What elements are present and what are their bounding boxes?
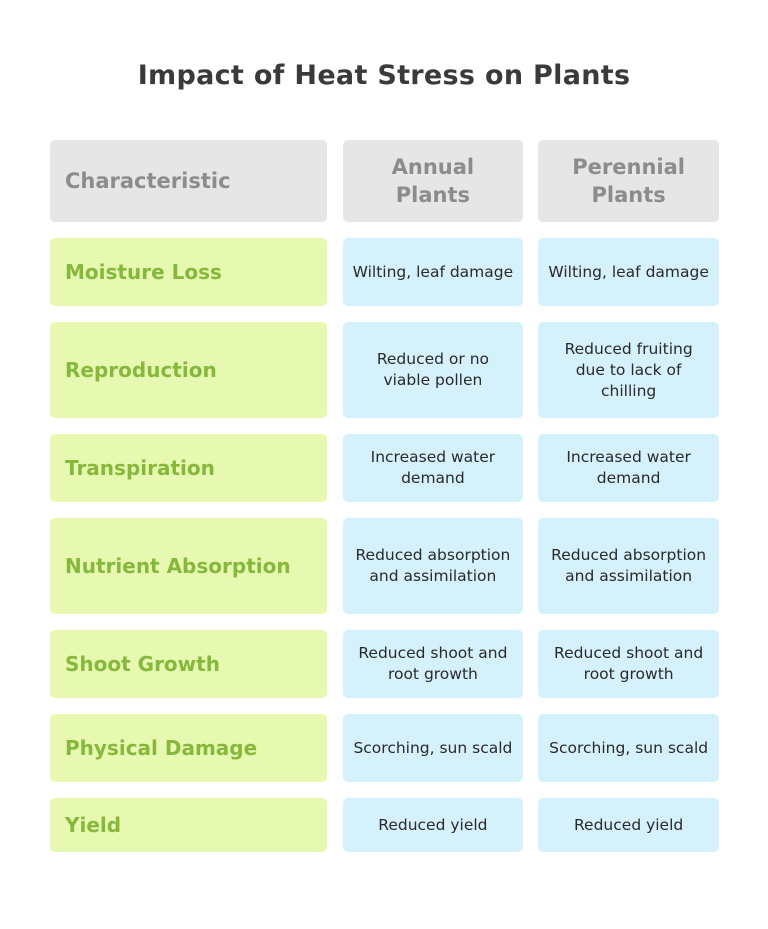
row-label: Nutrient Absorption xyxy=(50,518,327,614)
row-label: Physical Damage xyxy=(50,714,327,782)
perennial-cell: Reduced yield xyxy=(538,798,719,852)
annual-cell: Wilting, leaf damage xyxy=(343,238,524,306)
header-row xyxy=(50,140,719,222)
row-label: Moisture Loss xyxy=(50,238,327,306)
row-label: Reproduction xyxy=(50,322,327,418)
table-row xyxy=(50,630,719,698)
annual-cell: Increased water demand xyxy=(343,434,524,502)
perennial-cell: Reduced fruiting due to lack of chilling xyxy=(538,322,719,418)
comparison-table xyxy=(50,140,719,868)
header-annual: Annual Plants xyxy=(343,140,524,222)
table-row xyxy=(50,322,719,418)
table-row xyxy=(50,518,719,614)
table-row xyxy=(50,434,719,502)
row-label: Shoot Growth xyxy=(50,630,327,698)
perennial-cell: Reduced shoot and root growth xyxy=(538,630,719,698)
row-label: Transpiration xyxy=(50,434,327,502)
table-row xyxy=(50,714,719,782)
perennial-cell: Reduced absorption and assimilation xyxy=(538,518,719,614)
perennial-cell: Increased water demand xyxy=(538,434,719,502)
annual-cell: Reduced shoot and root growth xyxy=(343,630,524,698)
perennial-cell: Scorching, sun scald xyxy=(538,714,719,782)
annual-cell: Reduced absorption and assimilation xyxy=(343,518,524,614)
annual-cell: Scorching, sun scald xyxy=(343,714,524,782)
row-label: Yield xyxy=(50,798,327,852)
annual-cell: Reduced or no viable pollen xyxy=(343,322,524,418)
annual-cell: Reduced yield xyxy=(343,798,524,852)
header-perennial: Perennial Plants xyxy=(538,140,719,222)
header-characteristic: Characteristic xyxy=(50,140,327,222)
diagram-title: Impact of Heat Stress on Plants xyxy=(137,60,631,91)
table-row xyxy=(50,238,719,306)
table-row xyxy=(50,798,719,852)
perennial-cell: Wilting, leaf damage xyxy=(538,238,719,306)
